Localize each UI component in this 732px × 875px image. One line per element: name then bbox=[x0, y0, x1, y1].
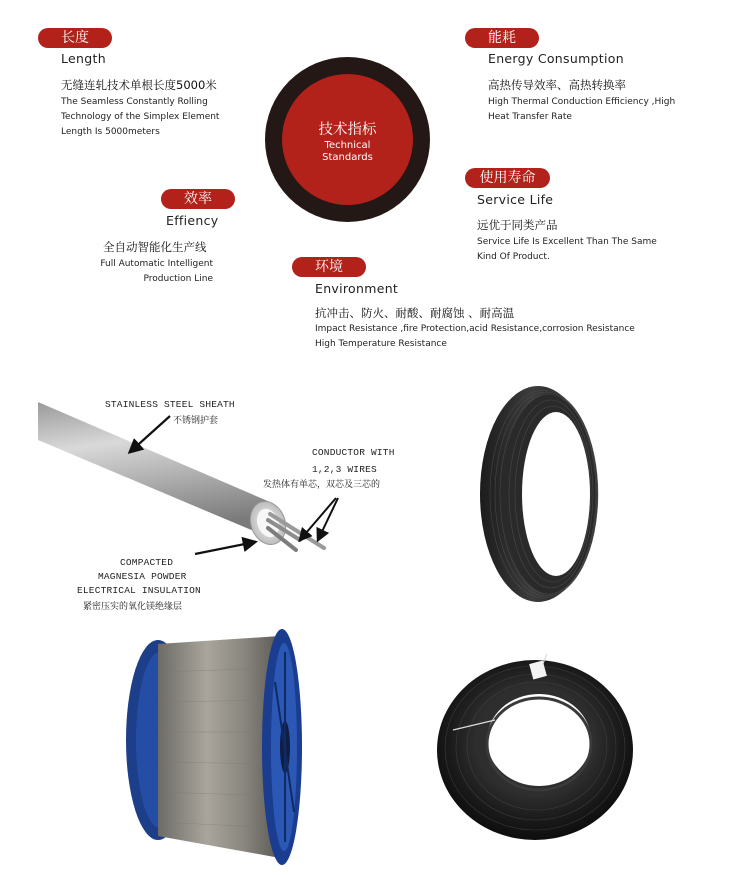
black-coil-upright-image bbox=[460, 378, 615, 610]
environment-title: Environment bbox=[315, 281, 399, 296]
environment-zh: 抗冲击、防火、耐酸、耐腐蚀 、耐高温 bbox=[315, 306, 515, 320]
length-tag: 长度 bbox=[38, 28, 112, 48]
conductor-arrow-1 bbox=[300, 498, 336, 540]
conductor-label-en-2: 1,2,3 WIRES bbox=[312, 464, 377, 475]
efficiency-title: Effiency bbox=[166, 213, 219, 228]
length-zh: 无缝连轧技术单根长度5000米 bbox=[61, 78, 217, 92]
conductor-label-zh: 发热体有单芯，双芯及三芯的 bbox=[263, 480, 381, 490]
energy-zh: 高热传导效率、高热转换率 bbox=[488, 78, 626, 92]
efficiency-desc: Full Automatic Intelligent Production Line bbox=[100, 259, 213, 284]
efficiency-zh: 全自动智能化生产线 bbox=[103, 240, 207, 254]
sheath-label-en: STAINLESS STEEL SHEATH bbox=[105, 399, 235, 410]
steel-wire-spool-image bbox=[110, 622, 310, 872]
energy-tag: 能耗 bbox=[465, 28, 539, 48]
conductor-label-en-1: CONDUCTOR WITH bbox=[312, 447, 395, 458]
magnesia-arrow bbox=[195, 542, 255, 554]
magnesia-label-3: ELECTRICAL INSULATION bbox=[77, 585, 201, 596]
service-life-desc: Service Life Is Excellent Than The Same Kind Of Product. bbox=[477, 237, 657, 262]
environment-tag: 环境 bbox=[292, 257, 366, 277]
length-title: Length bbox=[61, 51, 106, 66]
service-life-title: Service Life bbox=[477, 192, 554, 207]
steel-sheath bbox=[38, 402, 281, 540]
magnesia-label-1: COMPACTED bbox=[120, 557, 174, 568]
service-life-tag: 使用寿命 bbox=[465, 168, 550, 188]
black-coil-flat-image bbox=[435, 650, 635, 845]
magnesia-label-2: MAGNESIA POWDER bbox=[98, 571, 187, 582]
environment-desc: Impact Resistance ,fire Protection,acid Resistance,corrosion Resistance High Temperature Resistance bbox=[315, 324, 635, 349]
conductor-arrow-2 bbox=[318, 498, 338, 540]
energy-title: Energy Consumption bbox=[488, 51, 624, 66]
magnesia-label-zh: 紧密压实的氧化镁绝缘层 bbox=[83, 602, 183, 612]
efficiency-tag: 效率 bbox=[161, 189, 235, 209]
sheath-label-zh: 不锈钢护套 bbox=[173, 416, 219, 426]
energy-desc: High Thermal Conduction Efficiency ,High Heat Transfer Rate bbox=[488, 97, 676, 122]
length-desc: The Seamless Constantly Rolling Technology of the Simplex Element Length Is 5000meters bbox=[61, 97, 220, 137]
service-life-zh: 远优于同类产品 bbox=[477, 218, 558, 232]
center-title-en: Technical Standards bbox=[322, 140, 373, 163]
center-title-zh: 技术指标 bbox=[318, 122, 377, 138]
sheath-arrow bbox=[130, 416, 170, 452]
